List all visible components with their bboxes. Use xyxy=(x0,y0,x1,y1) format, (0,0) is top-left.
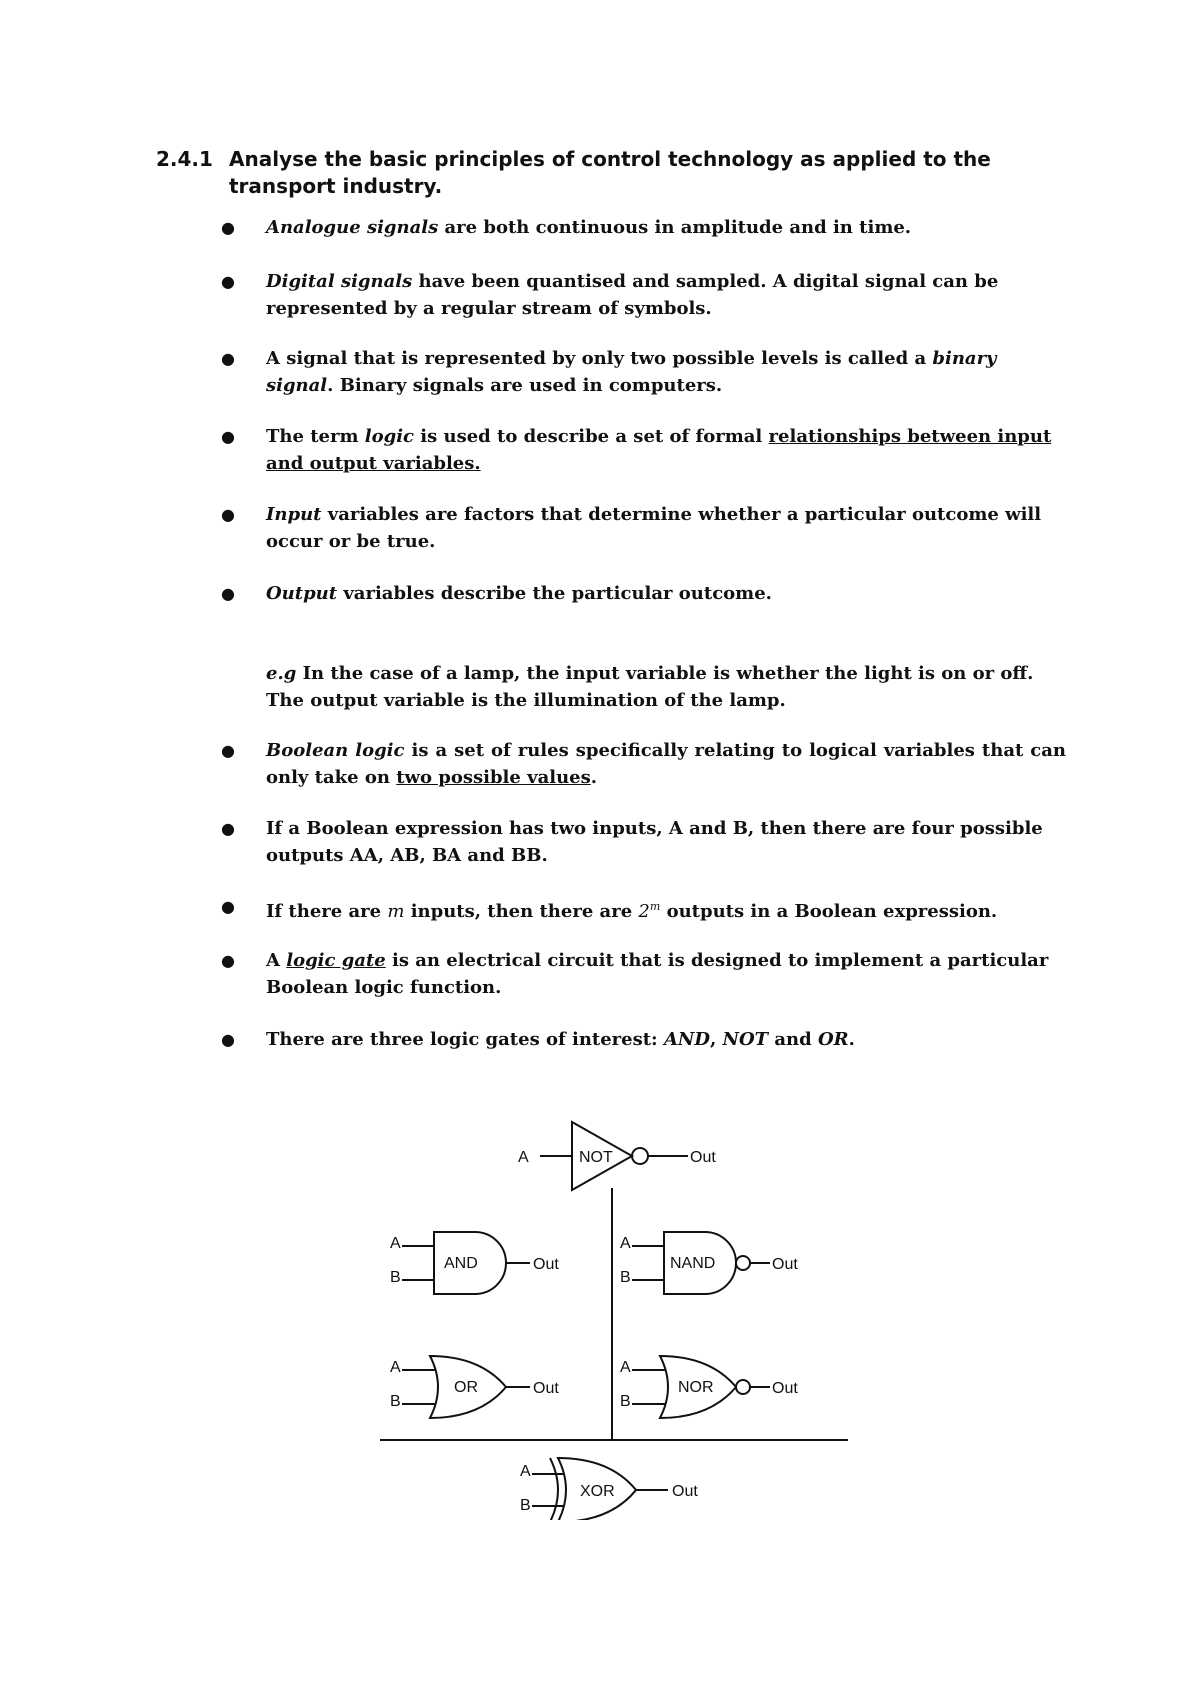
gate-name-and: AND xyxy=(663,1029,710,1050)
underlined-phrase: relationships between input and output variables. xyxy=(266,426,1052,474)
xor-input-b: B xyxy=(520,1497,531,1514)
separator: , xyxy=(710,1029,723,1050)
or-input-a: A xyxy=(390,1359,401,1376)
term-digital: Digital signals xyxy=(266,271,413,292)
xor-extra-curve xyxy=(550,1458,558,1520)
gate-name-or: OR xyxy=(817,1029,849,1050)
separator: . xyxy=(848,1029,855,1050)
not-input-label: A xyxy=(518,1149,529,1166)
bullet-text: If a Boolean expression has two inputs, A and B, then there are four possible outputs AA, AB, BA and BB. xyxy=(266,818,1043,866)
term-logic: logic xyxy=(364,426,414,447)
gate-name-not: NOT xyxy=(722,1029,769,1050)
separator: and xyxy=(768,1029,818,1050)
nand-gate xyxy=(620,1232,798,1294)
nand-input-a: A xyxy=(620,1235,631,1252)
nor-output-label: Out xyxy=(772,1380,798,1397)
and-input-b: B xyxy=(390,1269,401,1286)
underlined-phrase: two possible values xyxy=(396,767,591,788)
math-two: 2 xyxy=(638,901,650,922)
bullet-text: is an electrical circuit that is designed to implement a particular Boolean logic function. xyxy=(266,950,1049,998)
term-output: Output xyxy=(266,583,338,604)
and-gate xyxy=(390,1232,559,1294)
term-input: Input xyxy=(266,504,322,525)
example-text: In the case of a lamp, the input variable is whether the light is on or off. The output variable is the illumination of the lamp. xyxy=(266,663,1034,711)
bullet-text: There are three logic gates of interest: xyxy=(266,1029,664,1050)
nor-input-a: A xyxy=(620,1359,631,1376)
bullet-text: have been quantised and sampled. A digital signal can be represented by a regular stream of symbols. xyxy=(266,271,999,319)
bullet-dot: ● xyxy=(221,349,235,368)
bullet-text: A xyxy=(266,950,287,971)
bullet-text: outputs in a Boolean expression. xyxy=(660,901,998,922)
or-gate xyxy=(390,1356,559,1418)
nor-gate-label: NOR xyxy=(678,1379,714,1396)
bullet-dot: ● xyxy=(221,741,235,760)
bullet-text: variables describe the particular outcome. xyxy=(337,583,772,604)
bullet-text: If there are xyxy=(266,901,388,922)
bullet-dot: ● xyxy=(221,272,235,291)
bullet-text: variables are factors that determine whether a particular outcome will occur or be true. xyxy=(266,504,1042,552)
nand-output-label: Out xyxy=(772,1256,798,1273)
not-gate xyxy=(518,1122,716,1190)
and-output-label: Out xyxy=(533,1256,559,1273)
section-title: Analyse the basic principles of control technology as applied to the transport industry. xyxy=(229,147,991,198)
bullet-text: . Binary signals are used in computers. xyxy=(327,375,723,396)
xor-output-label: Out xyxy=(672,1483,698,1500)
not-inversion-bubble xyxy=(632,1148,648,1164)
nand-gate-label: NAND xyxy=(670,1255,716,1272)
bullet-dot: ● xyxy=(221,584,235,603)
or-gate-label: OR xyxy=(454,1379,478,1396)
bullet-dot: ● xyxy=(221,819,235,838)
math-exponent: m xyxy=(649,900,661,913)
or-input-b: B xyxy=(390,1393,401,1410)
term-analogue: Analogue signals xyxy=(266,217,439,238)
bullet-dot: ● xyxy=(221,218,235,237)
term-binary: binary signal xyxy=(266,348,997,396)
bullet-dot: ● xyxy=(221,427,235,446)
nor-input-b: B xyxy=(620,1393,631,1410)
math-m: m xyxy=(387,901,405,922)
nor-gate xyxy=(620,1356,798,1418)
and-input-a: A xyxy=(390,1235,401,1252)
not-gate-label: NOT xyxy=(579,1149,613,1166)
bullet-text: are both continuous in amplitude and in time. xyxy=(438,217,912,238)
term-logic-gate: logic gate xyxy=(286,950,386,971)
bullet-text: A signal that is represented by only two possible levels is called a xyxy=(266,348,933,369)
example-label: e.g xyxy=(266,663,297,684)
nor-inversion-bubble xyxy=(736,1380,750,1394)
nand-inversion-bubble xyxy=(736,1256,750,1270)
bullet-dot: ● xyxy=(221,951,235,970)
xor-input-a: A xyxy=(520,1463,531,1480)
term-boolean: Boolean logic xyxy=(266,740,405,761)
nand-input-b: B xyxy=(620,1269,631,1286)
xor-gate-label: XOR xyxy=(580,1483,615,1500)
xor-gate xyxy=(520,1458,698,1520)
section-number: 2.4.1 xyxy=(156,147,213,171)
bullet-text: The term xyxy=(266,426,365,447)
bullet-dot: ● xyxy=(221,1030,235,1049)
bullet-text: is used to describe a set of formal xyxy=(414,426,769,447)
bullet-text: is a set of rules specifically relating to logical variables that can only take on xyxy=(266,740,1067,788)
bullet-text: . xyxy=(590,767,598,788)
bullet-text: inputs, then there are xyxy=(404,901,639,922)
lamp-example xyxy=(266,660,1066,714)
and-gate-label: AND xyxy=(444,1255,478,1272)
or-output-label: Out xyxy=(533,1380,559,1397)
logic-gates-diagram xyxy=(370,1100,860,1520)
not-output-label: Out xyxy=(690,1149,716,1166)
bullet-dot: ● xyxy=(221,897,235,916)
bullet-dot: ● xyxy=(221,505,235,524)
